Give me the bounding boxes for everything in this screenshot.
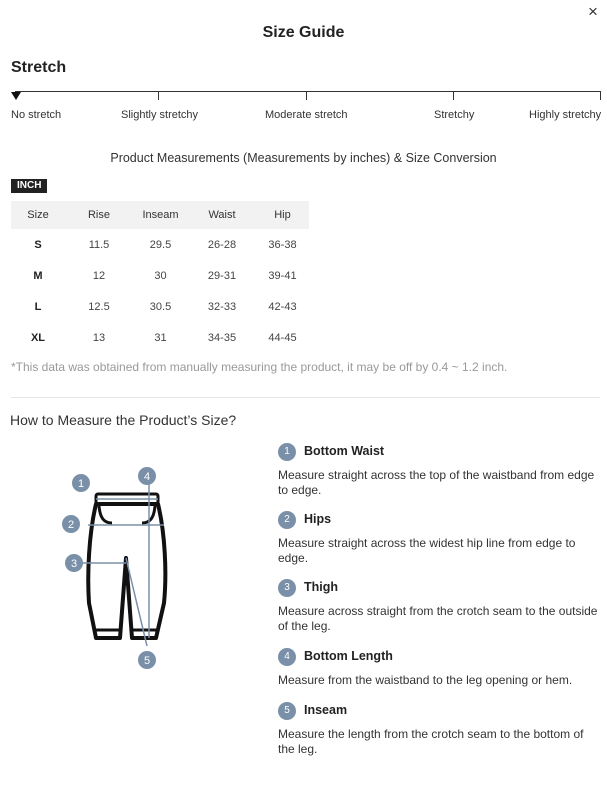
step-title: Hips <box>304 512 332 526</box>
stretch-marker-icon <box>11 92 21 100</box>
table-row <box>11 322 309 353</box>
close-icon: × <box>588 2 598 21</box>
inseam-cell: 29.5 <box>149 238 172 251</box>
svg-text:5: 5 <box>143 655 151 667</box>
rise-cell: 12 <box>92 269 106 282</box>
table-header-row <box>11 201 309 229</box>
table-row <box>11 260 309 291</box>
svg-text:1: 1 <box>77 478 85 490</box>
table-row <box>11 291 309 322</box>
stretch-label-moderate-stretch: Moderate stretch <box>265 109 348 121</box>
step-number-badge: 4 <box>278 648 296 666</box>
step-number-badge: 2 <box>278 511 296 529</box>
table-row <box>11 229 309 260</box>
column-header-waist: Waist <box>188 201 256 229</box>
step-number-badge: 5 <box>278 702 296 720</box>
stretch-label-highly-stretchy: Highly stretchy <box>529 109 602 121</box>
step-description: Measure from the waistband to the leg opening or hem. <box>278 673 573 687</box>
size-cell: M <box>33 269 43 282</box>
stretch-label-stretchy: Stretchy <box>434 109 475 121</box>
step-title: Inseam <box>304 703 348 717</box>
column-header-hip: Hip <box>256 201 309 229</box>
svg-text:4: 4 <box>143 471 151 483</box>
step-number-badge: 3 <box>278 579 296 597</box>
pants-icon <box>56 463 176 673</box>
hip-cell: 42-43 <box>268 300 297 313</box>
column-header-size: Size <box>11 201 65 229</box>
hip-cell: 39-41 <box>268 269 297 282</box>
unit-badge: INCH <box>11 179 47 193</box>
measurement-disclaimer: *This data was obtained from manually measuring the product, it may be off by 0.4 ~ 1.2 inch. <box>11 360 508 374</box>
how-to-measure-heading: How to Measure the Product’s Size? <box>10 412 237 428</box>
column-header-inseam: Inseam <box>133 201 188 229</box>
rise-cell: 12.5 <box>88 300 110 313</box>
size-cell: S <box>34 238 42 251</box>
step-description: Measure across straight from the crotch seam to the outside of the leg. <box>278 604 598 633</box>
size-table <box>11 201 309 353</box>
step-description: Measure straight across the top of the waistband from edge to edge. <box>278 468 595 497</box>
stretch-heading: Stretch <box>11 59 67 76</box>
rise-cell: 11.5 <box>88 238 110 251</box>
step-title: Thigh <box>304 580 339 594</box>
stretch-tick <box>453 91 454 100</box>
svg-text:3: 3 <box>70 558 78 570</box>
stretch-tick <box>158 91 159 100</box>
stretch-label-slightly-stretchy: Slightly stretchy <box>121 109 199 121</box>
stretch-label-no-stretch: No stretch <box>11 109 62 121</box>
close-button[interactable] <box>583 2 603 22</box>
stretch-scale <box>0 90 607 130</box>
size-cell: XL <box>30 331 46 344</box>
rise-cell: 13 <box>92 331 106 344</box>
inseam-cell: 31 <box>154 331 167 344</box>
section-divider <box>11 397 600 398</box>
waist-cell: 29-31 <box>207 269 237 282</box>
step-title: Bottom Waist <box>304 444 385 458</box>
size-cell: L <box>34 300 42 313</box>
modal-title: Size Guide <box>262 24 345 41</box>
step-description: Measure the length from the crotch seam to the bottom of the leg. <box>278 727 584 756</box>
waist-cell: 32-33 <box>207 300 237 313</box>
column-header-rise: Rise <box>65 201 133 229</box>
waist-cell: 34-35 <box>207 331 237 344</box>
stretch-tick <box>600 91 601 100</box>
hip-cell: 44-45 <box>268 331 297 344</box>
step-number-badge: 1 <box>278 443 296 461</box>
hip-cell: 36-38 <box>268 238 297 251</box>
inseam-cell: 30 <box>154 269 167 282</box>
stretch-scale-line <box>15 91 601 92</box>
measurements-heading: Product Measurements (Measurements by inches) & Size Conversion <box>110 151 497 165</box>
step-title: Bottom Length <box>304 649 393 663</box>
step-description: Measure straight across the widest hip line from edge to edge. <box>278 536 576 565</box>
inseam-cell: 30.5 <box>149 300 172 313</box>
stretch-tick <box>306 91 307 100</box>
waist-cell: 26-28 <box>207 238 237 251</box>
svg-text:2: 2 <box>67 519 75 531</box>
